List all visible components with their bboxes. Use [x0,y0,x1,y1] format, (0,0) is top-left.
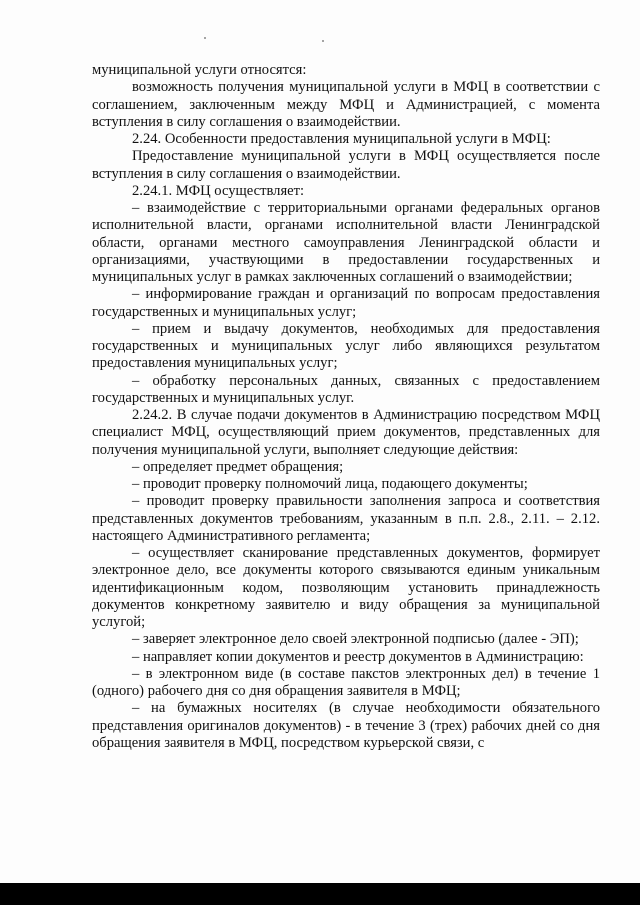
section-heading: 2.24. Особенности предоставления муниципальной услуги в МФЦ: [132,131,551,147]
list-item: – направляет копии документов и реестр документов в Администрацию: [132,648,584,665]
list-item: – обработку персональных данных, связанных с предоставлением государственных и муниципальных услуг. [92,372,600,406]
list-item: – взаимодействие с территориальными органами федеральных органов исполнительной власти, органами исполнительной власти Ленинградской области, органами местного самоуправления Ленинградской области и организациями, участвующими в предоставлении государственных и муниципальных услуг в рамках заключенных соглашений о взаимодействии; [92,200,600,285]
list-item: – информирование граждан и организаций по вопросам предоставления государственных и муниципальных услуг; [92,286,600,320]
list-item: – определяет предмет обращения; [132,458,344,475]
list-item: – проводит проверку полномочий лица, подающего документы; [132,476,528,492]
document-body [92,62,600,752]
scan-bottom-edge [0,883,640,905]
paragraph: возможность получения муниципальной услуги в МФЦ в соответствии с соглашением, заключенным между МФЦ и Администрацией, с момента вступления в силу соглашения о взаимодействии. [92,79,600,130]
paragraph: 2.24.2. В случае подачи документов в Администрацию посредством МФЦ специалист МФЦ, осуществляющий прием документов, представленных для получения муниципальной услуги, выполняет следующие действия: [92,407,600,458]
subsection-heading: 2.24.1. МФЦ осуществляет: [132,182,305,199]
scan-speck [204,37,206,39]
paragraph: муниципальной услуги относятся: [92,62,307,78]
list-item: – прием и выдачу документов, необходимых для предоставления государственных и муниципальных услуг либо являющихся результатом предоставления муниципальных услуг; [92,320,600,372]
scan-speck [322,40,324,42]
list-item: – на бумажных носителях (в случае необходимости обязательного представления оригиналов документов) - в течение 3 (трех) рабочих дней со дня обращения заявителя в МФЦ, посредством курьерской связи, с [92,700,600,751]
list-item: – проводит проверку правильности заполнения запроса и соответствия представленных документов требованиям, указанным в п.п. 2.8., 2.11. – 2.12. настоящего Административного регламента; [92,493,600,544]
list-item: – осуществляет сканирование представленных документов, формирует электронное дело, все документы которого связываются единым уникальным идентификационным кодом, позволяющим установить принадлежность документов конкретному заявителю и виду обращения за муниципальной услугой; [92,545,600,630]
list-item: – заверяет электронное дело своей электронной подписью (далее - ЭП); [132,631,579,648]
list-item: – в электронном виде (в составе пакстов электронных дел) в течение 1 (одного) рабочего дня со дня обращения заявителя в МФЦ; [92,665,600,699]
paragraph: Предоставление муниципальной услуги в МФЦ осуществляется после вступления в силу соглашения о взаимодействии. [92,148,600,182]
